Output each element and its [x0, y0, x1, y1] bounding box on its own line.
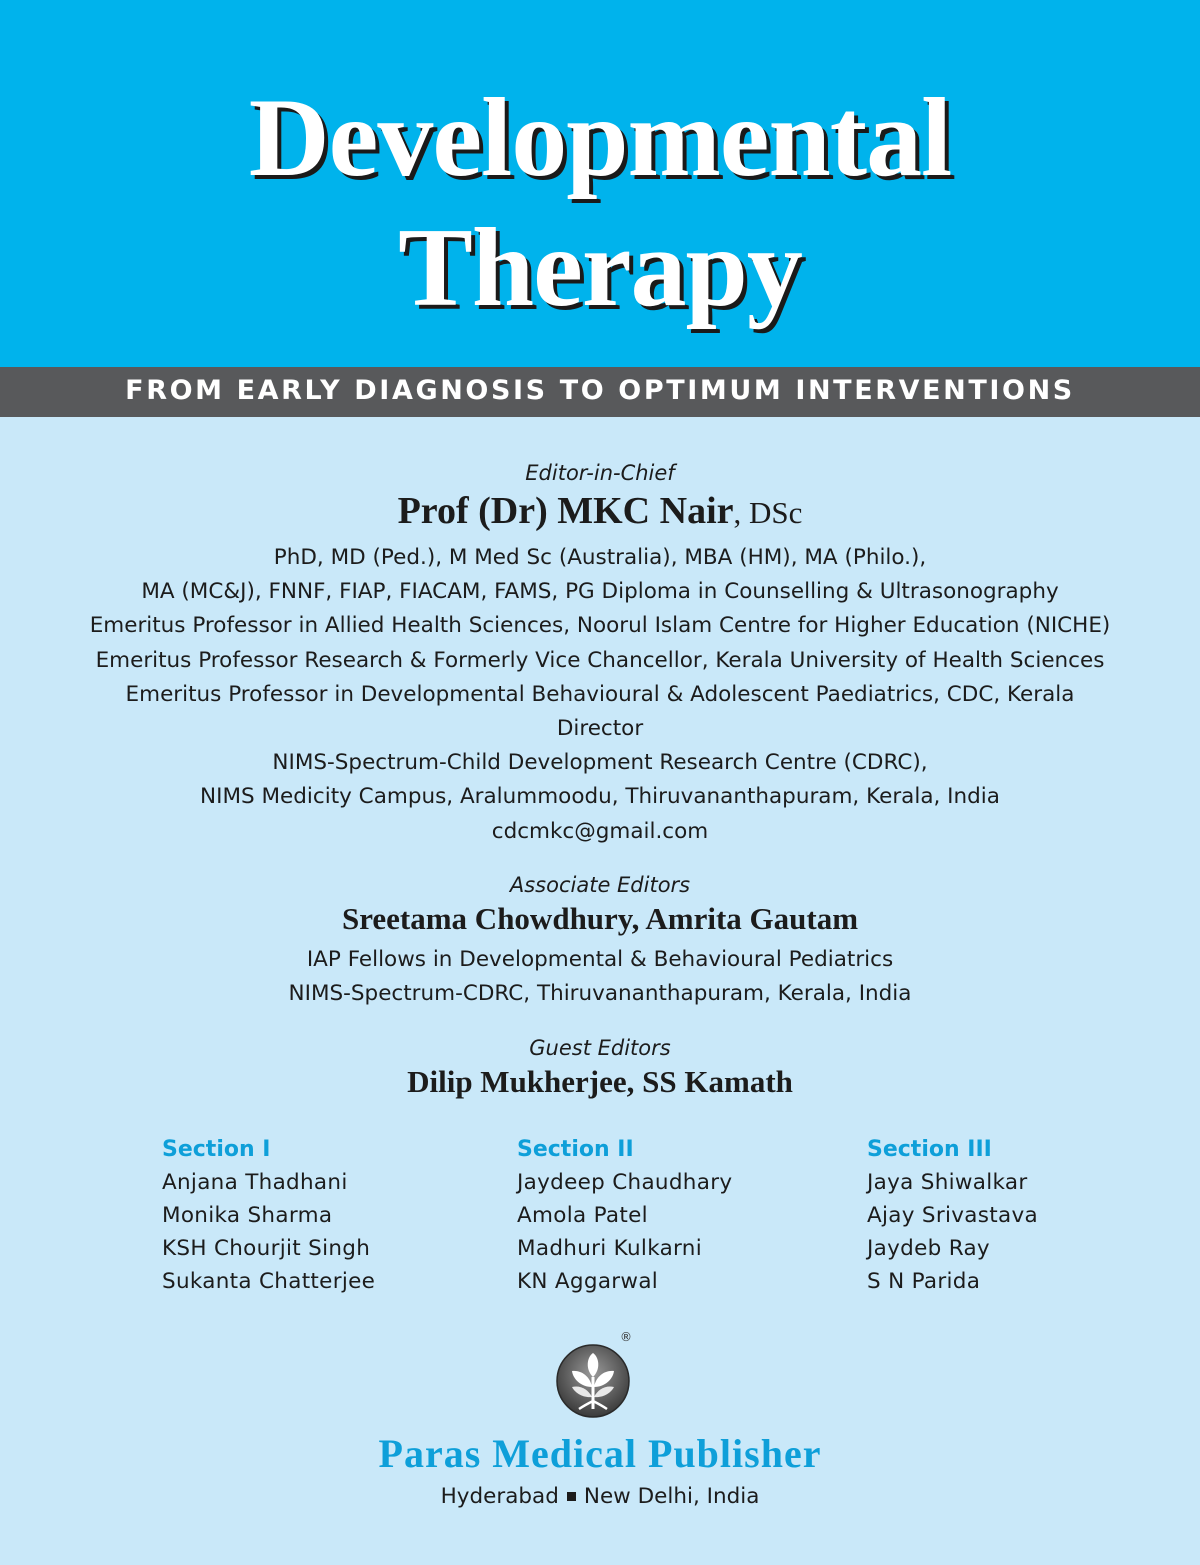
editor-address-line: NIMS Medicity Campus, Aralummoodu, Thiruvananthapuram, Kerala, India: [200, 784, 1000, 810]
section-contributor: KSH Chourjit Singh: [162, 1236, 371, 1261]
publisher-name: Paras Medical Publisher: [378, 1431, 822, 1476]
section-contributor: KN Aggarwal: [517, 1269, 659, 1294]
editor-in-chief-name: Prof (Dr) MKC Nair: [397, 490, 734, 532]
associate-editors-block: [0, 871, 1200, 1011]
section-column-2: [517, 1133, 732, 1298]
editor-email: cdcmkc@gmail.com: [491, 818, 709, 844]
publisher-location: [0, 1484, 1200, 1509]
book-title-line-2: Therapy: [398, 206, 802, 330]
associate-editors-line: NIMS-Spectrum-CDRC, Thiruvananthapuram, Kerala, India: [288, 981, 912, 1007]
section-contributor: S N Parida: [867, 1269, 981, 1294]
subtitle-band: [0, 367, 1200, 417]
editor-position-line: Director: [556, 716, 644, 742]
registered-mark: ®: [620, 1330, 632, 1344]
editor-address-line: NIMS-Spectrum-Child Development Research Centre (CDRC),: [272, 750, 928, 776]
editor-position-line: Emeritus Professor Research & Formerly Vice Chancellor, Kerala University of Health Sciences: [95, 647, 1105, 673]
guest-editors-names: Dilip Mukherjee, SS Kamath: [407, 1064, 793, 1099]
section-contributor: Sukanta Chatterjee: [162, 1269, 376, 1294]
section-contributor: Jaya Shiwalkar: [867, 1170, 1028, 1195]
publisher-city: Hyderabad: [440, 1484, 559, 1509]
publisher-city: New Delhi, India: [583, 1484, 760, 1509]
associate-editors-line: IAP Fellows in Developmental & Behavioural Pediatrics: [306, 947, 894, 972]
section-column-1: [162, 1133, 375, 1298]
associate-editors-role: Associate Editors: [509, 873, 691, 897]
section-column-3: [867, 1133, 1038, 1298]
section-contributor: Anjana Thadhani: [162, 1170, 348, 1195]
section-title: Section I: [162, 1137, 271, 1162]
section-contributor: Jaydeb Ray: [867, 1236, 990, 1261]
separator-square-icon: [567, 1492, 576, 1501]
section-contributor: Madhuri Kulkarni: [517, 1236, 703, 1261]
book-title-line-1: Developmental: [248, 76, 952, 200]
guest-editors-role: Guest Editors: [529, 1036, 671, 1060]
editor-position-line: Emeritus Professor in Allied Health Sciences, Noorul Islam Centre for Higher Education (NICHE): [89, 613, 1111, 639]
editor-credentials-line: MA (MC&J), FNNF, FIAP, FIACAM, FAMS, PG Diploma in Counselling & Ultrasonography: [141, 579, 1059, 605]
guest-editors-block: [0, 1034, 1200, 1102]
associate-editors-names: Sreetama Chowdhury, Amrita Gautam: [341, 901, 859, 936]
section-contributor: Monika Sharma: [162, 1203, 333, 1228]
tree-logo-icon: [555, 1343, 631, 1419]
editor-in-chief-block: [0, 459, 1200, 849]
editor-in-chief-name-line: [0, 487, 1200, 533]
editor-position-line: Emeritus Professor in Developmental Behavioural & Adolescent Paediatrics, CDC, Kerala: [125, 681, 1075, 707]
editor-in-chief-degree: , DSc: [733, 495, 803, 530]
editor-credentials-line: PhD, MD (Ped.), M Med Sc (Australia), MBA (HM), MA (Philo.),: [273, 545, 927, 570]
section-contributor: Jaydeep Chaudhary: [517, 1170, 733, 1195]
section-title: Section II: [517, 1137, 634, 1162]
section-title: Section III: [867, 1137, 992, 1162]
cover-header: [0, 0, 1200, 367]
editor-in-chief-role: Editor-in-Chief: [525, 461, 675, 485]
section-contributor: Amola Patel: [517, 1203, 648, 1228]
section-contributor: Ajay Srivastava: [867, 1203, 1038, 1228]
book-subtitle: FROM EARLY DIAGNOSIS TO OPTIMUM INTERVENTIONS: [125, 375, 1075, 406]
